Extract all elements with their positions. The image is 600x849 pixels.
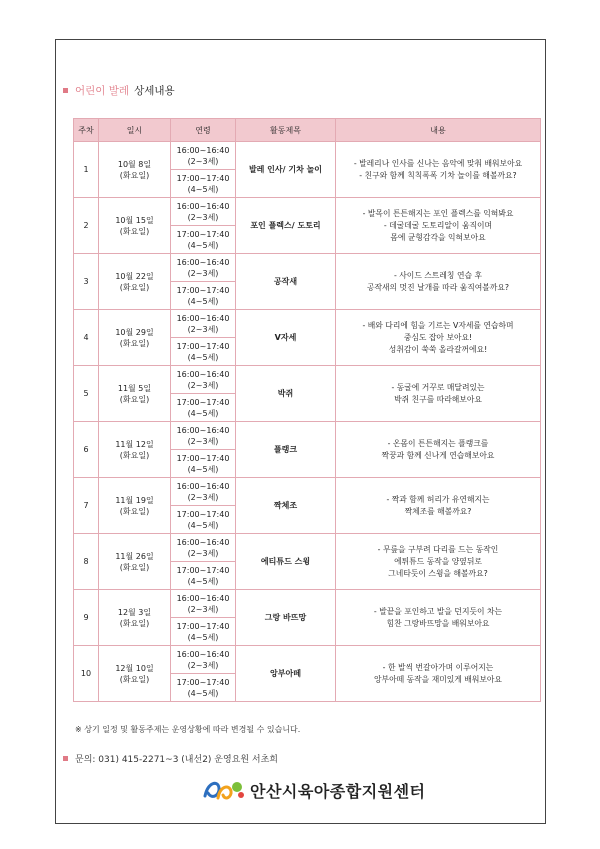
content-cell [336,590,541,646]
session-time: 17:00~17:40 [176,565,230,575]
session-cell [171,506,236,534]
session-age: (4~5세) [187,632,219,642]
week-cell: 3 [74,254,99,310]
session-cell [171,562,236,590]
content-line: - 온몸이 튼튼해지는 플랭크를 [387,438,489,448]
activity-title-cell: 박쥐 [236,366,336,422]
date-text: 10월 22일 [115,271,154,281]
session-age: (4~5세) [187,240,219,250]
session-cell [171,478,236,506]
table-row [74,646,541,674]
week-cell: 6 [74,422,99,478]
date-cell [99,310,171,366]
content-line: - 짝과 함께 허리가 유연해지는 [386,494,490,504]
heading-suffix: 상세내용 [134,85,175,97]
bullet-icon [63,756,68,761]
table-row [74,142,541,170]
content-cell [336,646,541,702]
session-age: (4~5세) [187,576,219,586]
day-text: (화요일) [119,226,150,236]
schedule-note: ※ 상기 일정 및 활동주제는 운영상황에 따라 변경될 수 있습니다. [75,725,301,734]
day-text: (화요일) [119,282,150,292]
date-cell [99,534,171,590]
session-time: 16:00~16:40 [176,313,230,323]
date-text: 11월 12일 [115,439,154,449]
content-line: 중심도 잡아 보아요! [403,332,473,342]
day-text: (화요일) [119,170,150,180]
session-age: (2~3세) [187,548,219,558]
contact-text: 문의: 031) 415-2271~3 (내선2) 운영요원 서초희 [75,755,279,765]
date-text: 10월 29일 [115,327,154,337]
date-text: 12월 10일 [115,663,154,673]
date-cell [99,366,171,422]
content-line: 에튀튜드 동작을 양옆뒤로 [394,556,482,566]
session-cell [171,142,236,170]
date-text: 10월 15일 [115,215,154,225]
activity-title-cell: V자세 [236,310,336,366]
col-header-date: 일시 [99,119,171,142]
content-line: 몸에 균형감각을 익혀보아요 [390,232,486,242]
week-cell: 8 [74,534,99,590]
section-heading [63,83,175,98]
date-cell [99,590,171,646]
session-time: 17:00~17:40 [176,677,230,687]
session-age: (2~3세) [187,324,219,334]
session-age: (4~5세) [187,296,219,306]
activity-title-cell: 플랭크 [236,422,336,478]
session-age: (2~3세) [187,492,219,502]
date-cell [99,198,171,254]
session-time: 16:00~16:40 [176,369,230,379]
session-cell [171,450,236,478]
session-cell [171,394,236,422]
content-line: - 한 발씩 번갈아가며 이루어지는 [382,662,494,672]
session-time: 16:00~16:40 [176,481,230,491]
session-age: (4~5세) [187,688,219,698]
date-text: 11월 26일 [115,551,154,561]
table-row [74,422,541,450]
session-age: (2~3세) [187,436,219,446]
content-cell [336,310,541,366]
session-time: 16:00~16:40 [176,257,230,267]
table-row [74,590,541,618]
week-cell: 5 [74,366,99,422]
session-time: 16:00~16:40 [176,201,230,211]
content-line: 짝체조를 해볼까요? [404,506,472,516]
activity-title-cell: 공작새 [236,254,336,310]
session-time: 17:00~17:40 [176,509,230,519]
content-line: 짝꿍과 함께 신나게 연습해보아요 [381,450,495,460]
content-line: - 발끝을 포인하고 발을 던지듯이 차는 [373,606,503,616]
table-row [74,310,541,338]
content-cell [336,422,541,478]
date-cell [99,254,171,310]
session-time: 17:00~17:40 [176,173,230,183]
activity-title-cell: 포인 플렉스/ 도토리 [236,198,336,254]
session-age: (4~5세) [187,352,219,362]
activity-title-cell: 그랑 바뜨망 [236,590,336,646]
col-header-content: 내용 [336,119,541,142]
session-time: 16:00~16:40 [176,425,230,435]
center-name: 안산시육아종합지원센터 [250,781,426,801]
session-age: (2~3세) [187,660,219,670]
col-header-age: 연령 [171,119,236,142]
content-line: 그네타듯이 스윙을 해볼까요? [388,568,488,578]
center-logo-icon [202,776,246,804]
session-cell [171,422,236,450]
session-cell [171,646,236,674]
table-row [74,366,541,394]
content-line: - 사이드 스트레칭 연습 후 [393,270,483,280]
day-text: (화요일) [119,562,150,572]
contact-line [63,752,278,765]
session-age: (2~3세) [187,212,219,222]
session-cell [171,226,236,254]
day-text: (화요일) [119,338,150,348]
content-cell [336,198,541,254]
session-time: 17:00~17:40 [176,621,230,631]
content-line: - 친구와 함께 칙칙폭폭 기차 놀이를 해볼까요? [359,170,517,180]
date-cell [99,478,171,534]
content-cell [336,478,541,534]
session-age: (2~3세) [187,268,219,278]
session-time: 17:00~17:40 [176,229,230,239]
table-row [74,478,541,506]
session-cell [171,310,236,338]
session-cell [171,590,236,618]
table-header-row [74,119,541,142]
date-text: 10월 8일 [117,159,152,169]
content-line: 공작새의 멋진 날개를 따라 움직여볼까요? [366,282,510,292]
session-time: 16:00~16:40 [176,537,230,547]
day-text: (화요일) [119,394,150,404]
date-cell [99,646,171,702]
session-cell [171,618,236,646]
content-cell [336,534,541,590]
week-cell: 2 [74,198,99,254]
activity-title-cell: 발레 인사/ 기차 놀이 [236,142,336,198]
session-age: (4~5세) [187,408,219,418]
content-line: - 데굴데굴 도토리알이 움직이며 [383,220,493,230]
content-line: - 무릎을 구부려 다리를 드는 동작인 [377,544,499,554]
session-cell [171,338,236,366]
session-age: (2~3세) [187,604,219,614]
content-line: - 발목이 튼튼해지는 포인 플렉스를 익혀봐요 [362,208,514,218]
activity-title-cell: 앙부아떼 [236,646,336,702]
heading-prefix: 어린이 발레 [75,85,130,97]
session-cell [171,198,236,226]
session-time: 17:00~17:40 [176,397,230,407]
session-age: (4~5세) [187,520,219,530]
content-cell [336,366,541,422]
date-text: 11월 5일 [117,383,152,393]
table-row [74,534,541,562]
week-cell: 10 [74,646,99,702]
schedule-table [73,118,541,702]
day-text: (화요일) [119,674,150,684]
bullet-icon [63,88,68,93]
content-line: 박쥐 친구를 따라해보아요 [394,394,482,404]
content-line: 앙부아떼 동작을 재미있게 배워보아요 [374,674,502,684]
session-time: 16:00~16:40 [176,145,230,155]
table-row [74,254,541,282]
day-text: (화요일) [119,450,150,460]
content-line: - 배와 다리에 힘을 기르는 V자세를 연습하며 [362,320,514,330]
content-line: 힘찬 그랑바뜨망을 배워보아요 [386,618,490,628]
session-age: (4~5세) [187,464,219,474]
activity-title-cell: 에티튜드 스윙 [236,534,336,590]
day-text: (화요일) [119,506,150,516]
session-cell [171,254,236,282]
week-cell: 9 [74,590,99,646]
session-time: 17:00~17:40 [176,285,230,295]
table-row [74,198,541,226]
session-time: 17:00~17:40 [176,453,230,463]
content-cell [336,254,541,310]
session-age: (2~3세) [187,156,219,166]
col-header-week: 주차 [74,119,99,142]
week-cell: 7 [74,478,99,534]
col-header-title: 활동제목 [236,119,336,142]
session-cell [171,170,236,198]
date-cell [99,142,171,198]
session-cell [171,366,236,394]
day-text: (화요일) [119,618,150,628]
content-line: - 동굴에 거꾸로 매달려있는 [391,382,485,392]
session-time: 17:00~17:40 [176,341,230,351]
session-time: 16:00~16:40 [176,593,230,603]
activity-title-cell: 짝체조 [236,478,336,534]
content-line: - 발레리나 인사를 신나는 음악에 맞춰 배워보아요 [353,158,523,168]
session-age: (4~5세) [187,184,219,194]
session-cell [171,674,236,702]
session-cell [171,534,236,562]
center-logo [202,776,426,804]
content-cell [336,142,541,198]
content-line: 성취감이 쑥쑥 올라갈꺼에요! [388,344,488,354]
session-time: 16:00~16:40 [176,649,230,659]
date-text: 12월 3일 [117,607,152,617]
session-cell [171,282,236,310]
week-cell: 4 [74,310,99,366]
week-cell: 1 [74,142,99,198]
date-text: 11월 19일 [115,495,154,505]
date-cell [99,422,171,478]
session-age: (2~3세) [187,380,219,390]
